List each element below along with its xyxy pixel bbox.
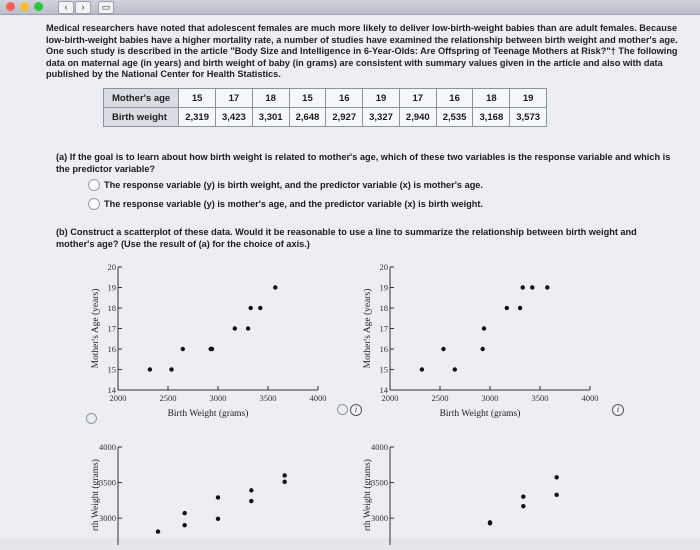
data-point xyxy=(210,347,214,351)
data-point xyxy=(521,285,525,289)
data-point xyxy=(518,306,522,310)
info-icon[interactable]: i xyxy=(612,404,624,416)
data-point xyxy=(441,347,445,351)
scatterplot-option-2[interactable] xyxy=(360,255,610,430)
y-tick-label: 14 xyxy=(379,385,388,395)
table-row xyxy=(104,89,547,108)
x-tick-label: 3000 xyxy=(209,393,227,403)
plot-2-radio[interactable] xyxy=(337,404,348,415)
data-point xyxy=(216,495,220,499)
y-axis-label: rth Weight (grams) xyxy=(363,459,373,531)
data-point xyxy=(249,306,253,310)
data-point xyxy=(249,499,253,503)
data-point xyxy=(530,285,534,289)
table-cell: 2,648 xyxy=(289,108,326,127)
y-axis-label: Mother's Age (years) xyxy=(363,288,373,369)
data-point xyxy=(249,488,253,492)
back-button[interactable]: ‹ xyxy=(58,1,74,14)
table-cell: 3,423 xyxy=(216,108,253,127)
y-tick-label: 3000 xyxy=(371,513,388,524)
x-tick-label: 3500 xyxy=(531,393,549,403)
data-point xyxy=(148,367,152,371)
y-axis-label: rth Weight (grams) xyxy=(91,459,101,531)
table-cell: 3,327 xyxy=(363,108,400,127)
y-tick-label: 16 xyxy=(379,344,388,354)
data-point xyxy=(246,326,250,330)
data-point xyxy=(181,347,185,351)
data-point xyxy=(282,480,286,484)
data-point xyxy=(258,306,262,310)
table-cell: 3,573 xyxy=(510,108,547,127)
x-tick-label: 4000 xyxy=(309,393,327,403)
data-table xyxy=(103,88,547,127)
y-tick-label: 15 xyxy=(379,364,388,375)
y-tick-label: 3500 xyxy=(99,477,116,488)
data-point xyxy=(481,347,485,351)
data-point xyxy=(282,473,286,477)
scatterplot-option-4[interactable] xyxy=(360,435,610,550)
data-point xyxy=(453,367,457,371)
y-tick-label: 3500 xyxy=(371,477,388,488)
forward-button[interactable]: › xyxy=(75,1,91,14)
x-tick-label: 2000 xyxy=(109,393,127,403)
y-tick-label: 14 xyxy=(107,385,116,395)
option-label: The response variable (y) is birth weight, and the predictor variable (x) is mother's age. xyxy=(104,180,483,190)
x-tick-label: 2500 xyxy=(159,393,177,403)
data-point xyxy=(488,520,492,524)
table-cell: 18 xyxy=(252,89,289,108)
table-cell: 15 xyxy=(179,89,216,108)
browser-toolbar xyxy=(0,0,700,15)
x-tick-label: 3500 xyxy=(259,393,277,403)
y-tick-label: 4000 xyxy=(371,442,388,452)
table-cell: 2,319 xyxy=(179,108,216,127)
table-cell: 2,927 xyxy=(326,108,363,127)
minimize-window-button[interactable] xyxy=(20,2,29,11)
data-point xyxy=(482,326,486,330)
table-cell: 16 xyxy=(436,89,473,108)
y-tick-label: 20 xyxy=(379,262,388,272)
table-cell: 19 xyxy=(510,89,547,108)
x-axis-label: Birth Weight (grams) xyxy=(439,409,521,419)
y-tick-label: 18 xyxy=(107,303,116,313)
x-axis-label: Birth Weight (grams) xyxy=(167,409,249,419)
plot-1-radio[interactable] xyxy=(86,413,97,424)
x-tick-label: 4000 xyxy=(581,393,599,403)
table-cell: 17 xyxy=(216,89,253,108)
table-cell: 17 xyxy=(399,89,436,108)
answer-option-1[interactable] xyxy=(88,179,483,191)
data-point xyxy=(216,517,220,521)
data-point xyxy=(182,511,186,515)
x-tick-label: 2000 xyxy=(381,393,399,403)
question-a: (a) If the goal is to learn about how birth weight is related to mother's age, which of these two variables is the response variable and which is the predictor variable? xyxy=(56,152,671,174)
y-tick-label: 3000 xyxy=(99,513,116,524)
x-tick-label: 2500 xyxy=(431,393,449,403)
y-tick-label: 4000 xyxy=(99,442,116,452)
y-tick-label: 17 xyxy=(107,323,116,334)
y-tick-label: 18 xyxy=(379,303,388,313)
sidebar-toggle-icon[interactable]: ▭ xyxy=(98,1,114,14)
row-header-age: Mother's age xyxy=(104,89,179,108)
question-b: (b) Construct a scatterplot of these data. Would it be reasonable to use a line to summarize the relationship between birth weight and mother's age? (Use the result of (a) for the choice of axis.) xyxy=(56,227,637,249)
table-cell: 16 xyxy=(326,89,363,108)
scatterplot-option-3[interactable] xyxy=(88,435,338,550)
option-label: The response variable (y) is mother's age, and the predictor variable (x) is birth weight. xyxy=(104,199,483,209)
data-point xyxy=(545,285,549,289)
y-tick-label: 15 xyxy=(107,364,116,375)
y-tick-label: 16 xyxy=(107,344,116,354)
y-tick-label: 19 xyxy=(379,282,388,293)
data-point xyxy=(156,529,160,533)
table-cell: 18 xyxy=(473,89,510,108)
y-tick-label: 20 xyxy=(107,262,116,272)
y-tick-label: 19 xyxy=(107,282,116,293)
radio-button[interactable] xyxy=(88,179,100,191)
data-point xyxy=(273,285,277,289)
radio-button[interactable] xyxy=(88,198,100,210)
data-point xyxy=(554,493,558,497)
table-row xyxy=(104,108,547,127)
data-point xyxy=(233,326,237,330)
zoom-window-button[interactable] xyxy=(34,2,43,11)
y-axis-label: Mother's Age (years) xyxy=(91,288,101,369)
scatterplot-option-1[interactable] xyxy=(88,255,338,430)
table-cell: 2,535 xyxy=(436,108,473,127)
x-tick-label: 3000 xyxy=(481,393,499,403)
data-point xyxy=(182,523,186,527)
table-cell: 3,168 xyxy=(473,108,510,127)
problem-intro: Medical researchers have noted that adolescent females are much more likely to deliver low-birth-weight babies than are adult females. Because low-birth-weight babies have a higher mortality rate, a number of studies have examined the relationship between birth weight and mother's age. One such study is described in the article "Body Size and Intelligence in 6-Year-Olds: Are Offspring of Teenage Mothers at Risk?"† The following data on maternal age (in years) and birth weight of baby (in grams) are consistent with summary values given in the article and also with data published by the National Center for Health Statistics. xyxy=(46,23,678,79)
data-point xyxy=(505,306,509,310)
data-point xyxy=(420,367,424,371)
table-cell: 2,940 xyxy=(399,108,436,127)
data-point xyxy=(169,367,173,371)
table-cell: 19 xyxy=(363,89,400,108)
table-cell: 15 xyxy=(289,89,326,108)
y-tick-label: 17 xyxy=(379,323,388,334)
table-cell: 3,301 xyxy=(252,108,289,127)
data-point xyxy=(521,495,525,499)
info-icon[interactable]: i xyxy=(350,404,362,416)
row-header-weight: Birth weight xyxy=(104,108,179,127)
close-window-button[interactable] xyxy=(6,2,15,11)
data-point xyxy=(521,504,525,508)
question-content xyxy=(0,15,700,538)
answer-option-2[interactable] xyxy=(88,198,483,210)
data-point xyxy=(554,475,558,479)
